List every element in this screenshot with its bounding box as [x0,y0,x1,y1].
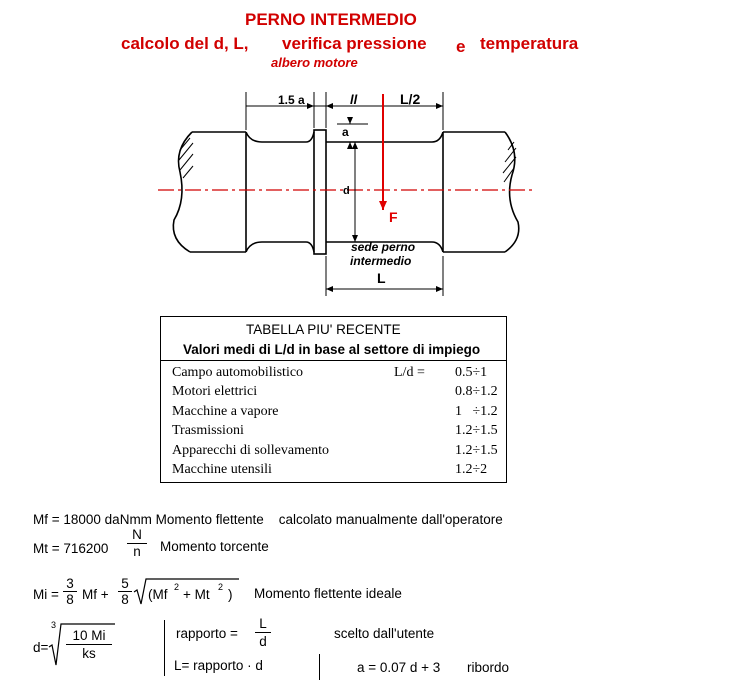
d-root-index: 3 [51,620,57,630]
mt-fraction [127,527,147,559]
dim-d-label: d [343,185,350,197]
table-divider [161,360,506,361]
table-ld-label: L/d = [394,365,425,380]
subtitle-part1: calcolo del d, L, [121,34,249,53]
table-row-value: 1.2÷1.5 [455,423,498,438]
mi-frac2-den: 8 [121,592,129,607]
mi-desc: Momento flettente ideale [254,586,402,601]
mi-rad-open: (Mf [148,587,168,602]
shaft-drawing [0,0,739,320]
d-num: 10 Mi [72,628,106,643]
page-title: PERNO INTERMEDIO [245,10,417,29]
table-row-value: 1 ÷1.2 [455,404,498,419]
table-row-value: 0.8÷1.2 [455,384,498,399]
rapporto-fraction [255,616,271,649]
table-row-sector: Apparecchi di sollevamento [172,443,330,458]
d-prefix: d= [33,640,49,655]
separator-2 [319,654,320,680]
separator-1 [164,620,165,676]
table-title: TABELLA PIU' RECENTE [246,322,401,337]
rapporto-desc: scelto dall'utente [334,626,435,641]
dim-L-label: L [377,270,386,286]
table-row-sector: Motori elettrici [172,384,258,399]
mf-line: Mf = 18000 daNmm Momento flettente calcolato manualmente dall'operatore [33,512,503,527]
mi-exp1: 2 [174,582,180,592]
sede-label-2: intermedio [350,254,412,268]
subtitle-part3: temperatura [480,34,579,53]
mi-frac1 [63,576,77,607]
d-fraction [66,628,112,661]
subtitle-note: albero motore [271,55,358,70]
mi-frac1-den: 8 [66,592,74,607]
table-subtitle: Valori medi di L/d in base al settore di impiego [183,342,481,357]
dim-15a-label: 1.5 a [278,93,305,107]
mi-frac2 [118,576,132,607]
mi-prefix: Mi = [33,587,59,602]
table-row-sector: Macchine utensili [172,462,272,477]
hatch-left [179,138,193,178]
dim-l2-label: L/2 [400,91,421,107]
table-row-value: 0.5÷1 [455,365,488,380]
mt-prefix: Mt = 716200 [33,541,109,556]
mi-mf: Mf + [82,587,109,602]
a-desc: ribordo [467,660,510,675]
rapporto-den: d [259,634,267,649]
mi-frac1-num: 3 [66,576,74,591]
table-row-sector: Macchine a vapore [172,404,279,419]
L-formula: L= rapporto · d [174,658,263,673]
mt-desc: Momento torcente [160,539,269,554]
subtitle-part2: verifica pressione [282,34,427,53]
mi-exp2: 2 [218,582,224,592]
mt-num: N [132,527,142,542]
dim-ll-label: ll [350,92,358,107]
rapporto-label: rapporto = [176,626,238,641]
a-formula: a = 0.07 d + 3 [357,660,441,675]
table-row-value: 1.2÷2 [455,462,488,477]
mi-frac2-num: 5 [121,576,129,591]
mi-rad-close: ) [228,587,233,602]
table-row-sector: Campo automobilistico [172,365,304,380]
subtitle-e: e [456,37,466,56]
mt-den: n [133,544,141,559]
table-row-value: 1.2÷1.5 [455,443,498,458]
sede-label-1: sede perno [351,240,416,254]
table-row-sector: Trasmissioni [172,423,244,438]
dim-a-label: a [342,125,349,139]
d-den: ks [82,646,96,661]
rapporto-num: L [259,616,267,631]
mi-plus-mt: + Mt [183,587,210,602]
force-label: F [389,209,398,225]
ld-table [160,316,507,483]
